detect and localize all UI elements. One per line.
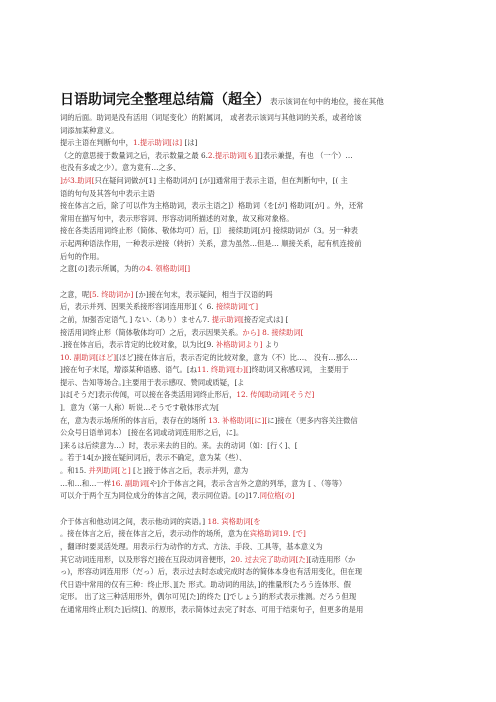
document-page — [60, 92, 460, 617]
text-segment: 后句的作用。 — [60, 251, 104, 261]
red-term: 宾格助词19. [で] — [249, 529, 306, 539]
text-segment: []表示兼提，有也 （一个）… — [257, 150, 353, 160]
text-segment: 代日语中常用的仅有三种：终止形、][た 形式。助动词的用法，]的推量形[たろう连体形、假 — [60, 579, 351, 589]
red-term: 同位格[の] — [259, 491, 295, 501]
text-segment: 常用在描写句中，表示形容词、形容动词所描述的对象，故又称对象格。 — [60, 213, 294, 223]
text-segment: （之的意思接于数量词之后，表示数量之最 6. — [60, 150, 208, 160]
red-term: ]が3.助词[ — [60, 175, 95, 185]
red-term: 提示助词[ — [211, 314, 244, 324]
text-segment: 接在各类活用词终止形（简体、敬体均可）后，[]〕 接续助词[が] 接续助词が（3。另一种表 — [60, 226, 358, 236]
text-line — [60, 541, 460, 554]
text-line — [60, 352, 460, 365]
text-segment: ，翻译时要灵活处理。用表示行为动作的方式、方法、手段、工具等，基本意义为 — [60, 542, 323, 551]
text-segment: 其它动词连用形，以及形容だ]接在互段动词音便形， — [60, 554, 231, 564]
text-segment: [か]接在句末，表示疑问，相当于汉语的吗 — [133, 289, 273, 299]
red-term: の4. 领格助词[] — [138, 264, 191, 274]
text-line — [60, 402, 460, 415]
text-segment: 可以介于两个互为同位成分的体言之间，表示同位语。[の]17. — [60, 491, 260, 501]
text-line — [60, 238, 460, 251]
text-line — [60, 175, 460, 188]
text-line — [60, 112, 460, 125]
text-segment: 词添加某种意义。 — [60, 125, 119, 135]
red-term: [5. 终助词か] — [89, 289, 134, 299]
text-segment: [と]接于体言之后，表示并列，意为 — [130, 466, 249, 476]
text-segment: 词的后面。助词是没有活用（词尾变化）的附属词， 或者表示该词与其他词的关系，或者给该 — [60, 113, 362, 122]
text-segment: 之前，加强否定语气．] ない.（あり）ません7. — [60, 314, 212, 324]
title-line — [60, 92, 460, 110]
title-tail: 表示该词在句中的地位，接在其他 — [270, 97, 384, 106]
text-segment: 后，表示并列、因果关系接形容词连用形][く 6. — [60, 302, 216, 312]
text-line — [60, 604, 460, 617]
text-segment: 接活用词终止形（简体敬体均可）之后，表示因果关系。 — [60, 327, 243, 337]
text-line — [60, 554, 460, 567]
text-line — [60, 528, 460, 541]
red-term: 16. 副助词[ — [111, 478, 150, 488]
red-term: 13. 补格助词[に][ — [208, 415, 268, 425]
text-line — [60, 327, 460, 340]
text-segment: [动连用形（か — [308, 554, 356, 564]
text-line — [60, 339, 460, 352]
text-line — [60, 579, 460, 592]
text-line — [60, 125, 460, 138]
text-line — [60, 188, 460, 201]
text-line — [60, 478, 460, 491]
text-segment: 定形。 出了这三种活用形外，偶尔可见[た]的终た []でしょう]的形式表示推测。だろう但现 — [60, 592, 357, 602]
red-term: 并列助词[と] — [88, 466, 131, 476]
red-term: 12. 传闻助动词[そうだ] — [236, 390, 315, 400]
text-segment: 。和15. — [60, 466, 89, 476]
text-segment: 。接在体言之后，接在体言之后，表示动作的场所，意为在 — [60, 529, 250, 539]
text-segment: 提示主语在判断句中， — [60, 138, 133, 148]
document-title: 日语助词完全整理总结篇（超全） — [60, 92, 270, 108]
text-line — [60, 364, 460, 377]
text-segment: …和…和…一样 — [60, 478, 112, 488]
text-segment: ]．意为（第一人称）听说…そうです敬体形式为[ — [60, 403, 219, 413]
text-segment: に]接在（更多内容关注微信 — [267, 415, 358, 425]
text-segment: 之意，呢 — [60, 289, 90, 299]
text-segment: 介于体言和他动词之间，表示他动词的宾语。] — [60, 516, 208, 526]
text-segment: より — [262, 340, 280, 350]
red-term: 18. 宾格助词[を — [207, 516, 261, 526]
text-line — [60, 301, 460, 314]
red-term: 10. 副助词[ほど] — [60, 352, 117, 362]
text-line — [60, 213, 460, 226]
text-line — [60, 516, 460, 529]
text-line — [60, 314, 460, 327]
text-segment: [ほど]接在体言后，表示否定的比较对象，意为（不）比…、 没有…那么… — [116, 352, 358, 362]
red-term: から] 8. 接续助词[ — [242, 327, 304, 337]
text-line — [60, 225, 460, 238]
text-segment: 接在体言之后，除了可以作为主格助词，表示主语之]）格助词（を[が] 格助词[が] 。外，还常 — [60, 201, 364, 211]
text-segment: 公众号日语单词本） [接在名词或动词连用形之后，に]。 — [60, 428, 244, 438]
red-term: 接续助词[て] — [215, 302, 259, 312]
paragraph-gap — [60, 276, 460, 289]
text-line — [60, 377, 460, 390]
text-segment: 语的句句及其答句中表示主语 — [60, 188, 155, 198]
text-line — [60, 415, 460, 428]
text-line — [60, 465, 460, 478]
text-line — [60, 137, 460, 150]
text-line — [60, 150, 460, 163]
red-term: 11. 终助词[わ][ — [197, 365, 249, 375]
text-line — [60, 490, 460, 503]
text-segment: 也没有多或之少）。意为竟有…之多、 — [60, 163, 181, 173]
text-segment: 之意[の]表示所属，为的 — [60, 264, 139, 274]
text-segment: や]介于体言之间，表示含言外之意的列举，意为 [ 、（等等） — [149, 478, 347, 488]
text-segment: 示起两种语法作用，一种表示逆接（转折）关系，意为虽然…但是… 顺接关系，起有机连接前 — [60, 238, 362, 248]
red-term: 2.提示助词[も] — [207, 150, 258, 160]
text-segment: [は] — [182, 138, 198, 148]
text-segment: ]终助词又称感叹词， 主要用于 — [248, 365, 349, 375]
document-body — [60, 112, 460, 617]
red-term: 补格助词より] — [215, 340, 263, 350]
text-line — [60, 162, 460, 175]
text-segment: ]来るは后续意为…）时，表示来去的目的。来。去的动词（如：[行く]、[ — [60, 440, 298, 450]
text-segment: ]は[そうだ]表示传闻，可以接在各类活用词终止形后， — [60, 390, 237, 400]
text-segment: 。若于14[か]接在疑问词后，表示不确定，意为某（些）、 — [60, 453, 247, 463]
text-line — [60, 289, 460, 302]
text-line — [60, 427, 460, 440]
text-segment: 只在疑问词做が[1] 主格助词が] [が]]通常用于表示主语，但在判断句中，[( 主 — [94, 175, 348, 185]
text-line — [60, 263, 460, 276]
text-segment: .]接在体言后，表示肯定的比较对象，以为比[9. — [60, 340, 216, 350]
paragraph-gap — [60, 503, 460, 516]
text-line — [60, 452, 460, 465]
text-segment: 接否定式は] [ — [243, 314, 289, 324]
text-segment: 在，意为表示场所所的体言后，表存在的场所 — [60, 415, 209, 425]
red-term: 20. 过去完了助动词[た] — [230, 554, 309, 564]
text-segment: 提示、告知等场合。]主要用于表示感叹、赞同或质疑，[よ — [60, 377, 245, 387]
text-segment: っ)，形容动词连用形（だっ）后，表示过去时态或完成时态的简体本身也有活用变化，但在现 — [60, 567, 363, 577]
text-line — [60, 200, 460, 213]
text-line — [60, 591, 460, 604]
text-line — [60, 389, 460, 402]
red-term: 1.提示助词[は] — [132, 138, 183, 148]
text-line — [60, 566, 460, 579]
text-line — [60, 440, 460, 453]
text-segment: 在通常用终止形[た]后续[]、的原形，表示简体过去完了时态、可用于结束句子，但更多的是用 — [60, 604, 364, 614]
text-line — [60, 251, 460, 264]
text-segment: ]接在句子末尾，增添某种语感、语气。[ね — [60, 365, 198, 375]
